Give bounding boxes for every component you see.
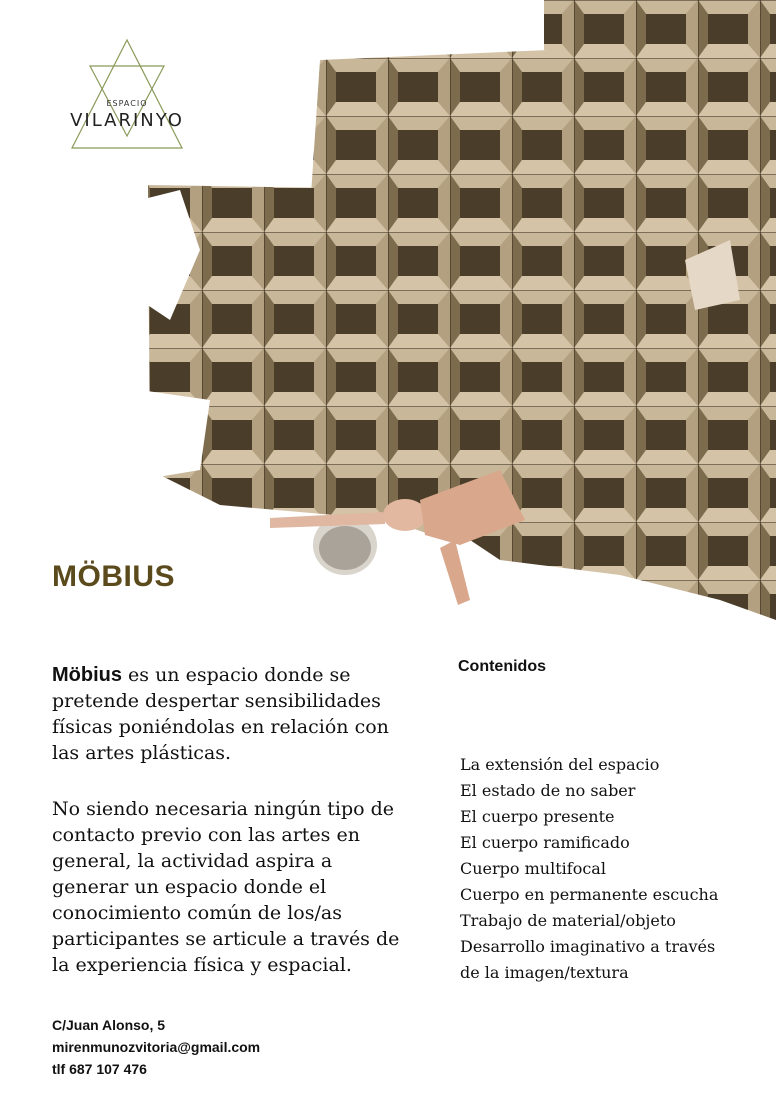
logo-name: VILARINYO — [70, 110, 184, 131]
description-paragraph: No siendo necesaria ningún tipo de contacto previo con las artes en general, la actividad aspira a generar un espacio donde el conocimiento común de los/as participantes se articule a través de la experiencia física y espacial. — [52, 798, 400, 976]
list-item: El cuerpo ramificado — [460, 833, 630, 852]
page-title: MÖBIUS — [52, 560, 175, 593]
contact-address: C/Juan Alonso, 5 — [52, 1017, 166, 1033]
list-item: La extensión del espacio — [460, 755, 660, 774]
intro-lead: Möbius — [52, 664, 122, 686]
list-item: Trabajo de material/objeto — [460, 911, 676, 930]
cardboard-boxes-photo — [140, 0, 776, 640]
contact-phone[interactable]: tlf 687 107 476 — [52, 1061, 147, 1077]
logo-small-text: ESPACIO — [106, 99, 148, 108]
list-item: El estado de no saber — [460, 781, 636, 800]
intro-paragraph — [52, 662, 412, 766]
boxes-illustration — [140, 0, 776, 640]
list-item: El cuerpo presente — [460, 807, 615, 826]
intro-rest: es un espacio donde se pretende despertar sensibilidades físicas poniéndolas en relación con las artes plásticas. — [52, 664, 389, 764]
list-item: Cuerpo en permanente escucha — [460, 885, 719, 904]
contents-list — [460, 752, 760, 986]
list-item: Desarrollo imaginativo a través — [460, 937, 716, 956]
list-item: de la imagen/textura — [460, 963, 629, 982]
list-item: Cuerpo multifocal — [460, 859, 606, 878]
contents-heading: Contenidos — [458, 658, 546, 675]
contact-block — [52, 1014, 260, 1080]
contact-email[interactable]: mirenmunozvitoria@gmail.com — [52, 1039, 261, 1055]
